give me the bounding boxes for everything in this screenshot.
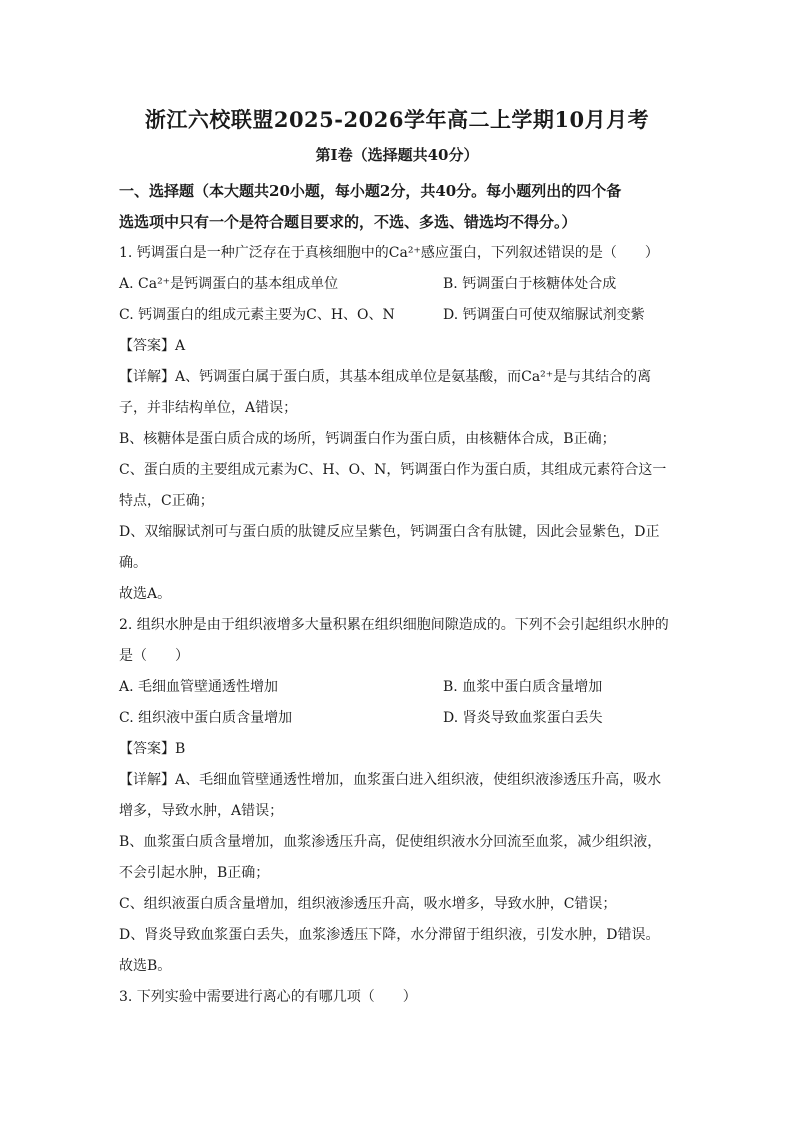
- section-subtitle: 第Ⅰ卷（选择题共40分）: [315, 146, 479, 164]
- exam-content: [119, 176, 679, 1013]
- q1-option-c: C. 钙调蛋白的组成元素主要为C、H、O、N: [119, 307, 395, 323]
- q2-stem-line-1: 2. 组织水肿是由于组织液增多大量积累在组织细胞间隙造成的。下列不会引起组织水肿的: [119, 617, 669, 633]
- q1-option-b: B. 钙调蛋白于核糖体处合成: [443, 276, 617, 292]
- q2-explanation-line: B、血浆蛋白质含量增加，血浆渗透压升高，促使组织液水分回流至血浆，减少组织液，: [119, 834, 662, 850]
- q2-explanation-line: C、组织液蛋白质含量增加，组织液渗透压升高，吸水增多，导致水肿，C错误；: [119, 896, 617, 912]
- q2-conclusion: 故选B。: [119, 958, 172, 974]
- q3-stem: 3. 下列实验中需要进行离心的有哪几项（ ）: [119, 989, 417, 1005]
- section-heading-line-1: 一、选择题（本大题共20小题，每小题2分，共40分。每小题列出的四个备: [119, 182, 622, 200]
- q2-option-a: A. 毛细血管壁通透性增加: [119, 679, 279, 695]
- q1-explanation-line: 特点，C正确；: [119, 493, 214, 509]
- q1-explanation-line: C、蛋白质的主要组成元素为C、H、O、N，钙调蛋白作为蛋白质，其组成元素符合这一: [119, 462, 667, 478]
- q2-option-c: C. 组织液中蛋白质含量增加: [119, 710, 293, 726]
- q2-explanation-line: 不会引起水肿，B正确；: [119, 865, 270, 881]
- page-title: 浙江六校联盟2025-2026学年高二上学期10月月考: [144, 107, 650, 132]
- q2-stem-line-2: 是（ ）: [119, 648, 189, 664]
- q1-stem: 1. 钙调蛋白是一种广泛存在于真核细胞中的Ca²⁺感应蛋白，下列叙述错误的是（ ）: [119, 245, 659, 261]
- q1-option-a: A. Ca²⁺是钙调蛋白的基本组成单位: [119, 276, 339, 292]
- q1-explanation-line: 确。: [119, 555, 147, 571]
- section-heading-line-2: 选选项中只有一个是符合题目要求的，不选、多选、错选均不得分。）: [119, 213, 577, 231]
- q2-option-d: D. 肾炎导致血浆蛋白丢失: [443, 710, 603, 726]
- q2-explanation-line: D、肾炎导致血浆蛋白丢失，血浆渗透压下降，水分滞留于组织液，引发水肿，D错误。: [119, 927, 660, 943]
- q2-explanation-line: 【详解】A、毛细血管壁通透性增加，血浆蛋白进入组织液，使组织液渗透压升高，吸水: [119, 772, 662, 788]
- q2-option-b: B. 血浆中蛋白质含量增加: [443, 679, 603, 695]
- q1-explanation-line: 子，并非结构单位，A错误；: [119, 400, 298, 416]
- q1-answer: 【答案】A: [119, 338, 186, 354]
- q1-explanation-line: 【详解】A、钙调蛋白属于蛋白质，其基本组成单位是氨基酸，而Ca²⁺是与其结合的离: [119, 369, 652, 385]
- q1-explanation-line: D、双缩脲试剂可与蛋白质的肽键反应呈紫色，钙调蛋白含有肽键，因此会显紫色，D正: [119, 524, 660, 540]
- q2-options: [119, 672, 679, 734]
- q1-option-d: D. 钙调蛋白可使双缩脲试剂变紫: [443, 307, 645, 323]
- q2-explanation-line: 增多，导致水肿，A错误；: [119, 803, 284, 819]
- q1-explanation-line: B、核糖体是蛋白质合成的场所，钙调蛋白作为蛋白质，由核糖体合成，B正确；: [119, 431, 616, 447]
- q1-conclusion: 故选A。: [119, 586, 172, 602]
- q1-options: [119, 269, 679, 331]
- q2-answer: 【答案】B: [119, 741, 186, 757]
